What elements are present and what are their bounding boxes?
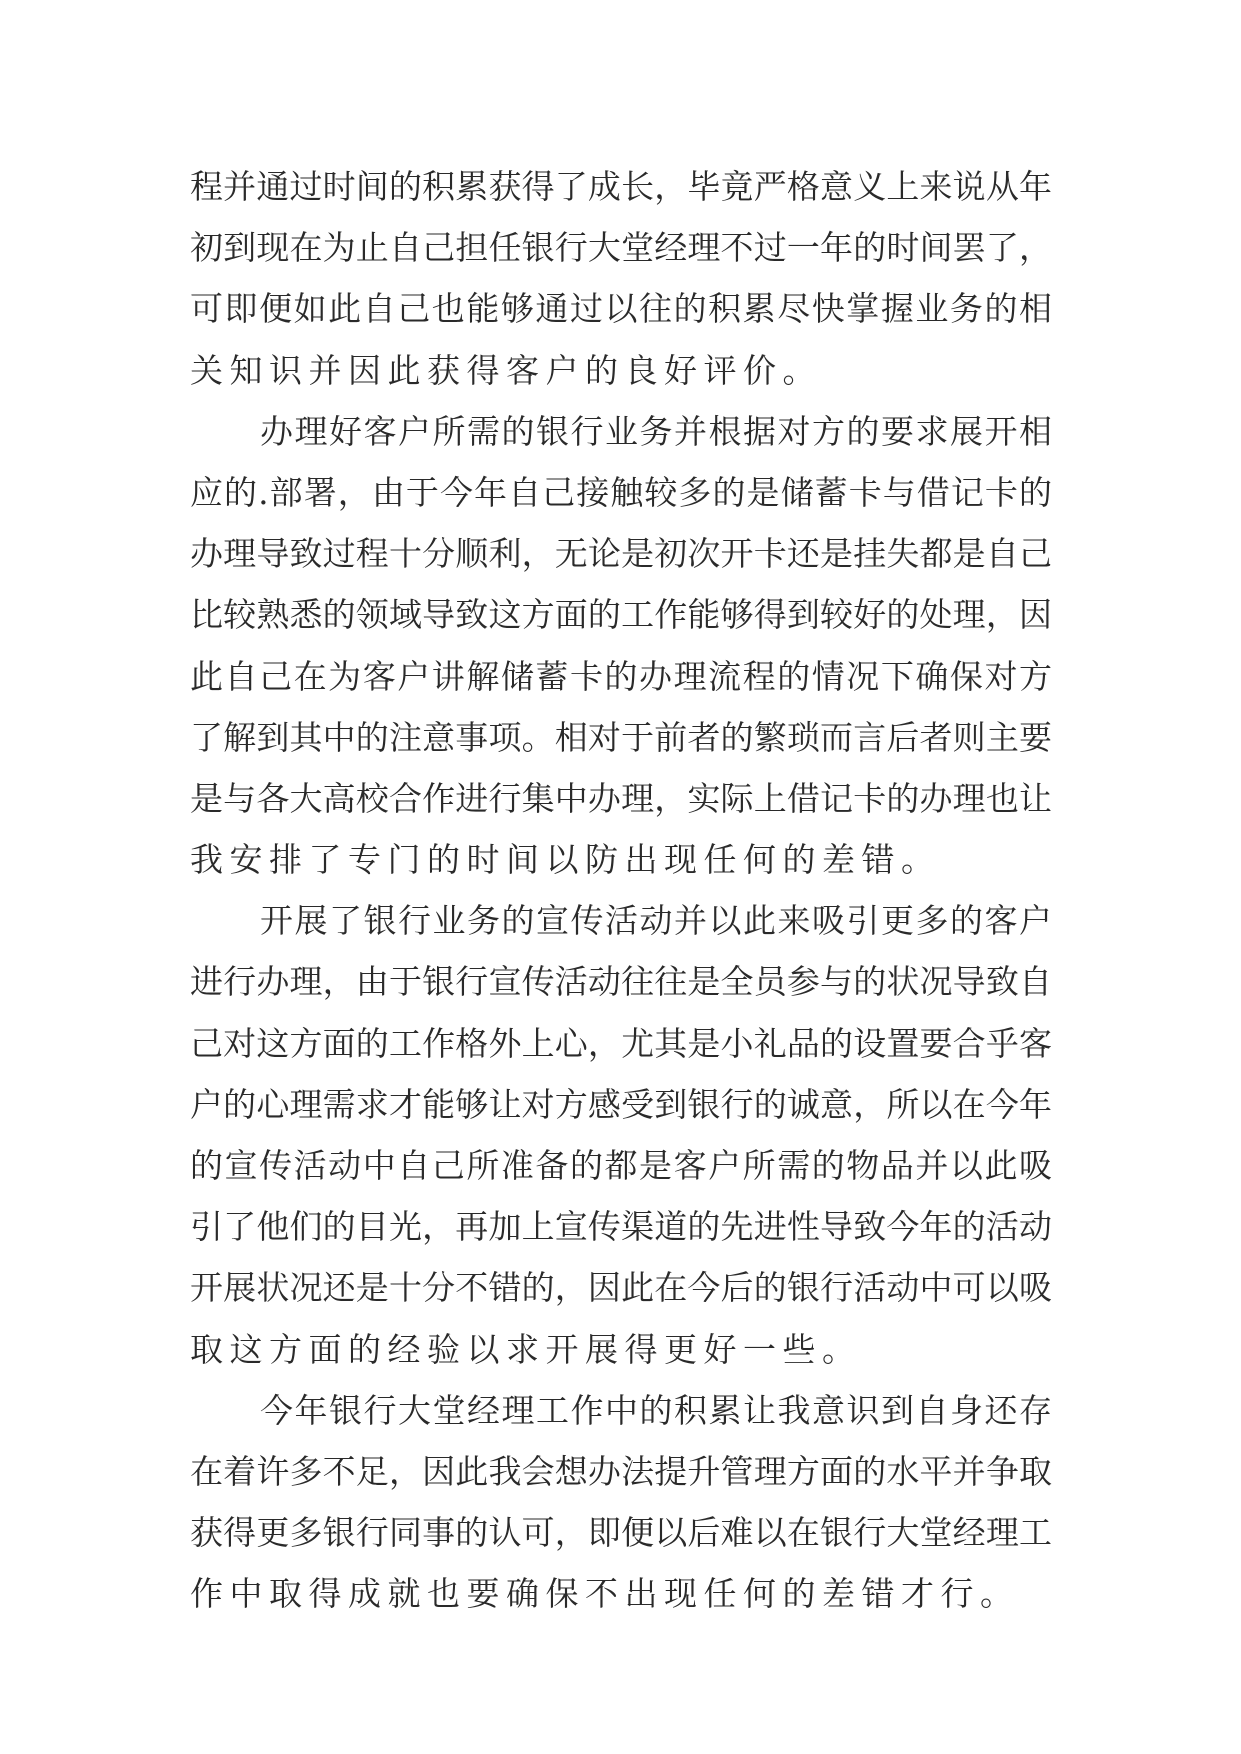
text-line: 此自己在为客户讲解储蓄卡的办理流程的情况下确保对方	[190, 656, 1052, 696]
text-line: 了解到其中的注意事项。相对于前者的繁琐而言后者则主要	[190, 717, 1052, 757]
text-line: 引了他们的目光，再加上宣传渠道的先进性导致今年的活动	[190, 1207, 1052, 1247]
text-line: 己对这方面的工作格外上心，尤其是小礼品的设置要合乎客	[190, 1023, 1052, 1063]
text-line: 获得更多银行同事的认可，即便以后难以在银行大堂经理工	[190, 1513, 1052, 1553]
text-line: 作中取得成就也要确保不出现任何的差错才行。	[190, 1574, 1020, 1614]
text-line: 是与各大高校合作进行集中办理，实际上借记卡的办理也让	[190, 778, 1052, 818]
paragraph-first-line: 开展了银行业务的宣传活动并以此来吸引更多的客户	[260, 901, 1052, 941]
text-line: 可即便如此自己也能够通过以往的积累尽快掌握业务的相	[190, 289, 1052, 329]
text-line: 程并通过时间的积累获得了成长，毕竟严格意义上来说从年	[190, 167, 1052, 206]
text-line: 的宣传活动中自己所准备的都是客户所需的物品并以此吸	[190, 1146, 1052, 1185]
text-line: 应的.部署，由于今年自己接触较多的是储蓄卡与借记卡的	[190, 472, 1052, 512]
text-line: 在着许多不足，因此我会想办法提升管理方面的水平并争取	[190, 1451, 1052, 1491]
text-line: 进行办理，由于银行宣传活动往往是全员参与的状况导致自	[190, 962, 1052, 1002]
text-line: 我安排了专门的时间以防出现任何的差错。	[190, 840, 941, 880]
text-line: 办理导致过程十分顺利，无论是初次开卡还是挂失都是自己	[190, 534, 1052, 574]
text-line: 取这方面的经验以求开展得更好一些。	[190, 1329, 862, 1369]
text-line: 比较熟悉的领域导致这方面的工作能够得到较好的处理，因	[190, 595, 1052, 635]
text-line: 关知识并因此获得客户的良好评价。	[190, 350, 822, 390]
paragraph-first-line: 办理好客户所需的银行业务并根据对方的要求展开相	[260, 411, 1052, 451]
text-line: 开展状况还是十分不错的，因此在今后的银行活动中可以吸	[190, 1268, 1052, 1308]
document-body	[190, 156, 1052, 1625]
paragraph-first-line: 今年银行大堂经理工作中的积累让我意识到自身还存	[260, 1390, 1052, 1430]
text-line: 初到现在为止自己担任银行大堂经理不过一年的时间罢了，	[190, 228, 1052, 268]
text-line: 户的心理需求才能够让对方感受到银行的诚意，所以在今年	[190, 1084, 1052, 1124]
